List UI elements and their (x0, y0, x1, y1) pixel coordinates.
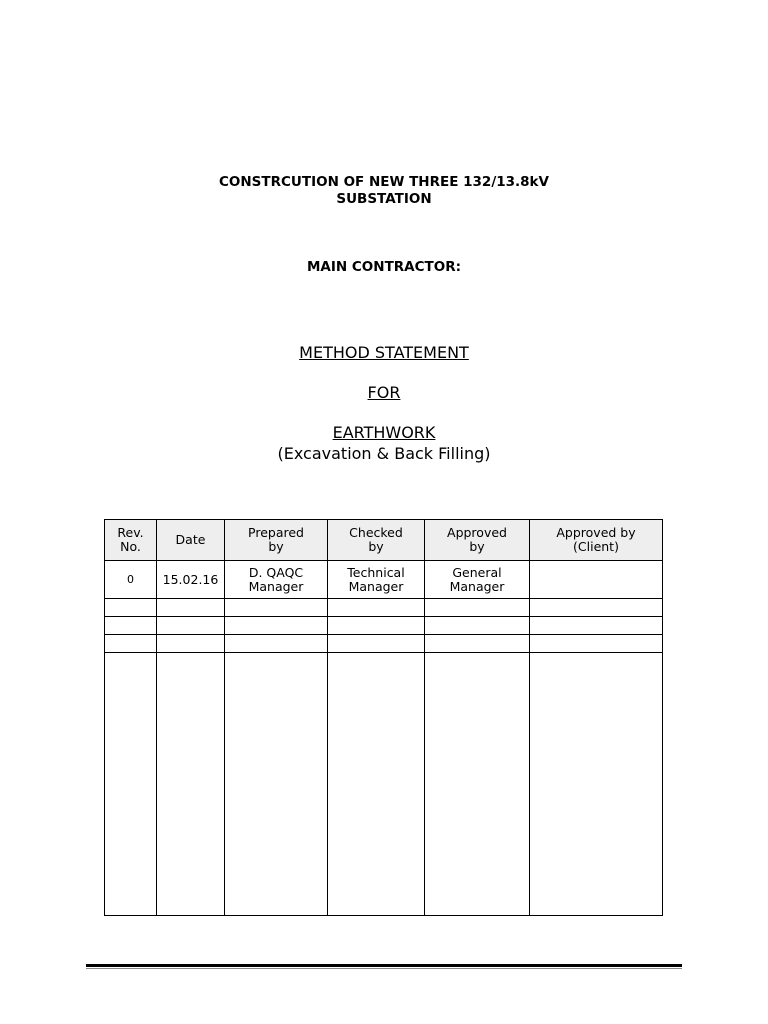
revision-table (104, 519, 663, 916)
for-text: FOR (367, 383, 401, 402)
footer-divider (86, 964, 682, 967)
cell-checked (328, 561, 425, 599)
cell-date: 15.02.16 (157, 561, 225, 599)
document-title-line-3 (0, 423, 768, 443)
revision-table-header-row (105, 520, 663, 561)
header-rev-no (105, 520, 157, 561)
header-date-line-1: Date (175, 532, 206, 547)
cell-prepared (225, 561, 328, 599)
header-approved-by (425, 520, 530, 561)
header-prepared-line-2: by (268, 539, 284, 554)
header-prepared-by (225, 520, 328, 561)
cell-approved (425, 561, 530, 599)
cell-client (530, 561, 663, 599)
header-checked-line-1: Checked (349, 525, 403, 540)
document-title-line-2 (0, 383, 768, 403)
project-title (0, 174, 768, 208)
header-approved-line-2: by (469, 539, 485, 554)
table-row (105, 561, 663, 599)
header-checked-line-2: by (368, 539, 384, 554)
method-statement-text: METHOD STATEMENT (299, 343, 469, 362)
cell-rev: 0 (105, 561, 157, 599)
header-approved-by-client (530, 520, 663, 561)
header-approved-line-1: Approved (447, 525, 507, 540)
cell-checked-line-1: Technical (347, 564, 405, 580)
main-contractor-label: MAIN CONTRACTOR: (306, 259, 462, 275)
footer-divider-shadow (86, 968, 682, 969)
earthwork-text: EARTHWORK (332, 423, 436, 442)
table-row-empty-large (105, 653, 663, 916)
header-rev-no-line-1: Rev. (117, 525, 144, 540)
header-rev-no-line-2: No. (120, 539, 141, 554)
cell-prepared-line-2: Manager (248, 578, 304, 594)
document-subtitle: (Excavation & Back Filling) (277, 444, 491, 463)
header-prepared-line-1: Prepared (248, 525, 304, 540)
project-title-line-2: SUBSTATION (336, 191, 432, 207)
project-title-line-1: CONSTRCUTION OF NEW THREE 132/13.8kV (219, 174, 549, 190)
cell-approved-line-1: General (452, 564, 502, 580)
cell-approved-line-2: Manager (449, 578, 505, 594)
table-row-empty (105, 599, 663, 617)
table-row-empty (105, 635, 663, 653)
cell-prepared-line-1: D. QAQC (248, 564, 304, 580)
header-date (157, 520, 225, 561)
cell-checked-line-2: Manager (348, 578, 404, 594)
document-title-line-1 (0, 343, 768, 363)
header-client-line-2: (Client) (573, 539, 619, 554)
header-checked-by (328, 520, 425, 561)
header-client-line-1: Approved by (556, 525, 636, 540)
table-row-empty (105, 617, 663, 635)
